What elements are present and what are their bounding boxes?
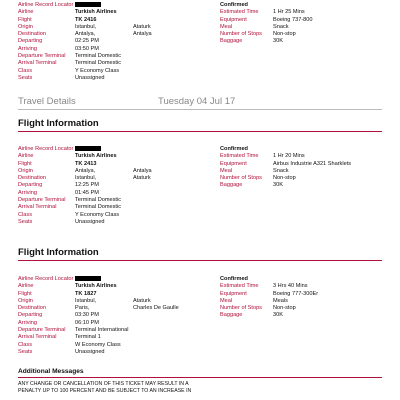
- detail-value: Unassigned: [75, 74, 105, 81]
- detail-row: [18, 212, 193, 219]
- info-label: Meal: [220, 167, 233, 174]
- travel-details-date: Tuesday 04 Jul 17: [158, 96, 236, 107]
- detail-row: [18, 24, 193, 31]
- detail-value-secondary: [133, 146, 193, 153]
- info-label: Equipment: [220, 160, 247, 167]
- detail-row: [18, 349, 193, 356]
- info-row: [220, 9, 313, 16]
- detail-row: [18, 2, 193, 9]
- info-row: [220, 175, 351, 182]
- info-value: Airbus Industrie A321 Sharklets: [273, 160, 352, 167]
- detail-row: [18, 31, 193, 38]
- info-value: 30K: [273, 38, 283, 45]
- travel-details-title: Travel Details: [18, 96, 76, 107]
- flight-3-left-details: [18, 276, 193, 356]
- detail-value-secondary: Antalya: [133, 167, 152, 174]
- detail-label: Seats: [18, 74, 33, 81]
- detail-value: Istanbul,: [75, 23, 97, 30]
- detail-value: W Economy Class: [75, 341, 121, 348]
- detail-row: [18, 46, 193, 53]
- detail-row: [18, 153, 193, 160]
- detail-label: Arriving: [18, 189, 37, 196]
- info-row: [220, 283, 318, 290]
- detail-row: [18, 342, 193, 349]
- info-label: Equipment: [220, 16, 247, 23]
- detail-label: Seats: [18, 218, 33, 225]
- detail-label: Departure Terminal: [18, 53, 66, 60]
- detail-value-secondary: [133, 182, 193, 189]
- info-value: Snack: [273, 23, 289, 30]
- info-row: [220, 291, 318, 298]
- detail-value: Unassigned: [75, 348, 105, 355]
- detail-row: [18, 175, 193, 182]
- detail-row: [18, 320, 193, 327]
- info-row: [220, 24, 313, 31]
- info-label: Estimated Time: [220, 283, 259, 290]
- flight-2-status: Confirmed: [220, 146, 248, 152]
- info-label: Estimated Time: [220, 153, 259, 160]
- detail-row: [18, 204, 193, 211]
- flight-1-left-details: [18, 2, 193, 82]
- info-value: Boeing 737-800: [273, 16, 313, 23]
- detail-row: [18, 60, 193, 67]
- detail-row: [18, 75, 193, 82]
- info-value: 30K: [273, 182, 283, 189]
- detail-label: Arrival Terminal: [18, 334, 57, 341]
- detail-value: Antalya,: [75, 167, 96, 174]
- detail-label: Seats: [18, 348, 33, 355]
- info-value: Boeing 777-300Er: [273, 290, 319, 297]
- info-label: Meal: [220, 297, 233, 304]
- detail-label: Flight: [18, 16, 32, 23]
- info-value: 30K: [273, 312, 283, 319]
- detail-value: [75, 2, 133, 9]
- info-row: [220, 153, 351, 160]
- info-value: 3 Hrs 40 Mins: [273, 283, 308, 290]
- flight-3-status: Confirmed: [220, 276, 248, 282]
- detail-value: Istanbul,: [75, 175, 97, 182]
- detail-value: 01:45 PM: [75, 189, 99, 196]
- detail-value-secondary: [133, 75, 193, 82]
- redacted-record-locator: [75, 2, 101, 7]
- detail-value-secondary: [133, 334, 193, 341]
- info-label: Baggage: [220, 312, 243, 319]
- flight-1-right-details: [220, 9, 313, 45]
- detail-value-secondary: [133, 291, 193, 298]
- detail-value: Terminal Domestic: [75, 204, 122, 211]
- detail-row: [18, 197, 193, 204]
- detail-label: Departing: [18, 312, 43, 319]
- detail-value-secondary: [133, 349, 193, 356]
- info-label: Number of Stops: [220, 305, 262, 312]
- detail-label: Airline: [18, 9, 34, 16]
- detail-value-secondary: [133, 53, 193, 60]
- detail-value: TK 2416: [75, 16, 97, 23]
- info-value: Non-stop: [273, 305, 296, 312]
- detail-value-secondary: [133, 9, 193, 16]
- redacted-record-locator: [75, 146, 101, 151]
- detail-value: TK 1827: [75, 290, 97, 297]
- flight-2-left-details: [18, 146, 193, 226]
- detail-row: [18, 291, 193, 298]
- info-row: [220, 161, 351, 168]
- flight-2-divider: [18, 131, 382, 132]
- detail-value: Terminal International: [75, 327, 129, 334]
- info-row: [220, 312, 318, 319]
- detail-label: Airline: [18, 153, 34, 160]
- detail-label: Class: [18, 341, 32, 348]
- detail-row: [18, 9, 193, 16]
- info-row: [220, 31, 313, 38]
- detail-row: [18, 168, 193, 175]
- detail-value: 03:30 PM: [75, 312, 99, 319]
- info-row: [220, 168, 351, 175]
- detail-value: Y Economy Class: [75, 67, 120, 74]
- detail-row: [18, 190, 193, 197]
- detail-value: Turkish Airlines: [75, 283, 117, 290]
- info-label: Number of Stops: [220, 31, 262, 38]
- info-value: Snack: [273, 167, 289, 174]
- detail-value: Terminal Domestic: [75, 53, 122, 60]
- detail-value-secondary: [133, 204, 193, 211]
- detail-label: Flight: [18, 290, 32, 297]
- detail-value-secondary: Ataturk: [133, 297, 151, 304]
- info-label: Baggage: [220, 38, 243, 45]
- detail-value-secondary: Ataturk: [133, 23, 151, 30]
- flight-3-divider: [18, 260, 382, 261]
- detail-value-secondary: [133, 327, 193, 334]
- additional-messages-line-2: PENALTY UP TO 100 PERCENT AND BE SUBJECT TO AN INCREASE IN: [18, 388, 192, 394]
- detail-value: 03:50 PM: [75, 45, 99, 52]
- info-label: Baggage: [220, 182, 243, 189]
- detail-value-secondary: [133, 161, 193, 168]
- detail-label: Origin: [18, 167, 33, 174]
- detail-row: [18, 68, 193, 75]
- detail-value-secondary: [133, 342, 193, 349]
- redacted-record-locator: [75, 276, 101, 281]
- info-value: 1 Hr 20 Mins: [273, 153, 305, 160]
- detail-row: [18, 161, 193, 168]
- detail-value: TK 2413: [75, 160, 97, 167]
- info-row: [220, 182, 351, 189]
- info-label: Number of Stops: [220, 175, 262, 182]
- info-row: [220, 17, 313, 24]
- detail-value: 12:25 PM: [75, 182, 99, 189]
- info-value: Non-stop: [273, 175, 296, 182]
- detail-value-secondary: Charles De Gaulle: [133, 305, 179, 312]
- detail-value: Turkish Airlines: [75, 153, 117, 160]
- detail-value: Turkish Airlines: [75, 9, 117, 16]
- detail-row: [18, 334, 193, 341]
- travel-details-divider: [18, 109, 382, 110]
- detail-value-secondary: [133, 276, 193, 283]
- detail-value-secondary: [133, 219, 193, 226]
- detail-value-secondary: [133, 212, 193, 219]
- detail-value-secondary: [133, 190, 193, 197]
- detail-label: Destination: [18, 31, 46, 38]
- detail-value: Y Economy Class: [75, 211, 120, 218]
- detail-value: Terminal 1: [75, 334, 101, 341]
- detail-label: Arriving: [18, 319, 37, 326]
- detail-value: 06:10 PM: [75, 319, 99, 326]
- detail-value-secondary: [133, 38, 193, 45]
- flight-2-right-details: [220, 153, 351, 189]
- detail-value: [75, 276, 133, 283]
- detail-row: [18, 219, 193, 226]
- flight-2-heading: Flight Information: [18, 118, 99, 129]
- detail-value: Istanbul,: [75, 297, 97, 304]
- detail-label: Flight: [18, 160, 32, 167]
- detail-label: Destination: [18, 305, 46, 312]
- detail-value-secondary: [133, 153, 193, 160]
- detail-label: Class: [18, 67, 32, 74]
- detail-value: Unassigned: [75, 218, 105, 225]
- detail-value-secondary: Antalya: [133, 31, 152, 38]
- detail-row: [18, 298, 193, 305]
- detail-row: [18, 305, 193, 312]
- detail-label: Class: [18, 211, 32, 218]
- detail-label: Departure Terminal: [18, 197, 66, 204]
- detail-value-secondary: Ataturk: [133, 175, 151, 182]
- flight-1-status: Confirmed: [220, 2, 248, 8]
- info-value: 1 Hr 25 Mins: [273, 9, 305, 16]
- detail-row: [18, 38, 193, 45]
- detail-label: Airline Record Locator: [18, 276, 74, 282]
- additional-messages-divider: [18, 377, 382, 378]
- info-label: Equipment: [220, 290, 247, 297]
- info-row: [220, 298, 318, 305]
- detail-value-secondary: [133, 320, 193, 327]
- detail-value-secondary: [133, 17, 193, 24]
- detail-value-secondary: [133, 312, 193, 319]
- detail-row: [18, 327, 193, 334]
- detail-row: [18, 182, 193, 189]
- detail-value: 02:25 PM: [75, 38, 99, 45]
- detail-label: Departing: [18, 38, 43, 45]
- flight-3-right-details: [220, 283, 318, 319]
- detail-label: Destination: [18, 175, 46, 182]
- additional-messages-title: Additional Messages: [18, 368, 84, 375]
- detail-value-secondary: [133, 2, 193, 9]
- detail-value-secondary: [133, 283, 193, 290]
- detail-label: Airline Record Locator: [18, 146, 74, 152]
- detail-label: Arriving: [18, 45, 37, 52]
- detail-label: Departure Terminal: [18, 327, 66, 334]
- detail-row: [18, 283, 193, 290]
- detail-value: Terminal Domestic: [75, 60, 122, 67]
- info-label: Estimated Time: [220, 9, 259, 16]
- info-label: Meal: [220, 23, 233, 30]
- detail-label: Origin: [18, 297, 33, 304]
- detail-value-secondary: [133, 46, 193, 53]
- detail-label: Departing: [18, 182, 43, 189]
- flight-3-heading: Flight Information: [18, 247, 99, 258]
- detail-value-secondary: [133, 60, 193, 67]
- detail-row: [18, 53, 193, 60]
- detail-row: [18, 146, 193, 153]
- detail-row: [18, 276, 193, 283]
- detail-row: [18, 17, 193, 24]
- detail-value: Paris,: [75, 305, 90, 312]
- info-row: [220, 38, 313, 45]
- info-value: Non-stop: [273, 31, 296, 38]
- detail-value-secondary: [133, 68, 193, 75]
- detail-label: Arrival Terminal: [18, 60, 57, 67]
- detail-row: [18, 312, 193, 319]
- info-row: [220, 305, 318, 312]
- detail-label: Origin: [18, 23, 33, 30]
- detail-value: [75, 146, 133, 153]
- detail-value-secondary: [133, 197, 193, 204]
- detail-value: Terminal Domestic: [75, 197, 122, 204]
- detail-value: Antalya,: [75, 31, 96, 38]
- detail-label: Airline Record Locator: [18, 2, 74, 8]
- detail-label: Airline: [18, 283, 34, 290]
- info-value: Meals: [273, 297, 288, 304]
- detail-label: Arrival Terminal: [18, 204, 57, 211]
- additional-messages-line-1: ANY CHANGE OR CANCELLATION OF THIS TICKET MAY RESULT IN A: [18, 381, 189, 387]
